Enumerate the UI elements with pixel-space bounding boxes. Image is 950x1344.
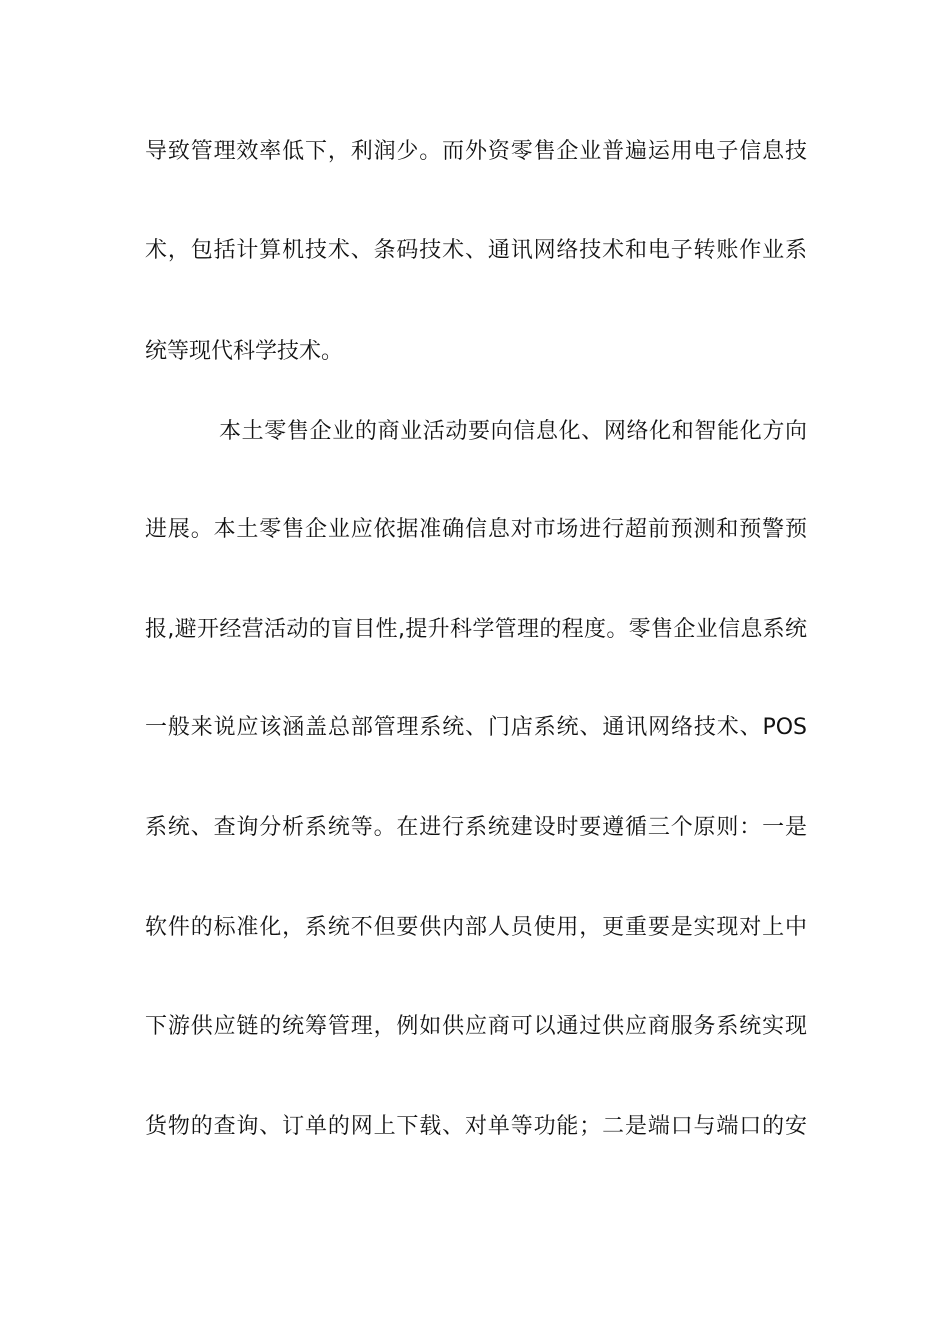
text-line-9: 软件的标准化，系统不但要供内部人员使用，更重要是实现对上中 bbox=[145, 915, 807, 940]
text-line-8: 系统、查询分析系统等。在进行系统建设时要遵循三个原则：一是 bbox=[145, 815, 807, 840]
text-line-3: 统等现代科学技术。 bbox=[145, 339, 344, 364]
text-line-6: 报,避开经营活动的盲目性,提升科学管理的程度。零售企业信息系统 bbox=[145, 617, 807, 642]
text-line-1: 导致管理效率低下，利润少。而外资零售企业普遍运用电子信息技 bbox=[145, 139, 807, 164]
text-line-5: 进展。本土零售企业应依据准确信息对市场进行超前预测和预警预 bbox=[145, 517, 807, 542]
text-line-2: 术，包括计算机技术、条码技术、通讯网络技术和电子转账作业系 bbox=[145, 238, 807, 263]
text-line-4: 本土零售企业的商业活动要向信息化、网络化和智能化方向 bbox=[219, 419, 807, 444]
text-line-7: 一般来说应该涵盖总部管理系统、门店系统、通讯网络技术、POS bbox=[145, 715, 807, 740]
text-line-11: 货物的查询、订单的网上下载、对单等功能；二是端口与端口的安 bbox=[145, 1114, 807, 1139]
text-line-10: 下游供应链的统筹管理，例如供应商可以通过供应商服务系统实现 bbox=[145, 1014, 807, 1039]
